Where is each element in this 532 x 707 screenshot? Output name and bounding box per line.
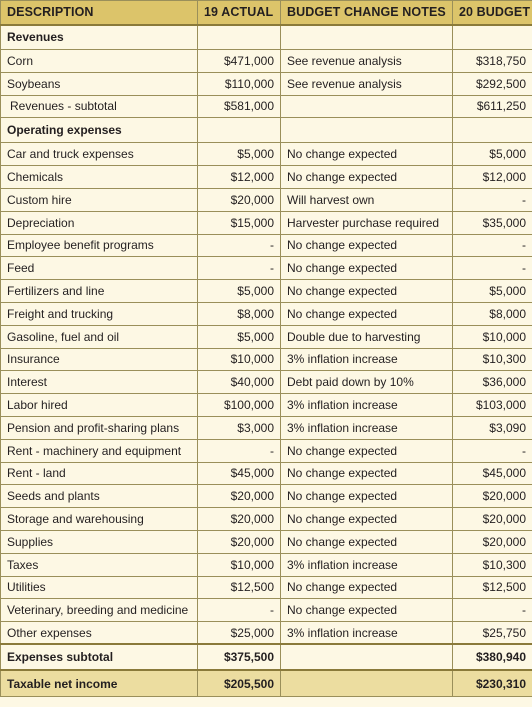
table-row	[1, 257, 532, 280]
table-row	[1, 166, 532, 189]
row-notes: No change expected	[281, 576, 453, 599]
row-actual: -	[198, 599, 281, 622]
table-row	[1, 599, 532, 622]
row-actual: $20,000	[198, 508, 281, 531]
row-description: Utilities	[1, 576, 198, 599]
table-row	[1, 485, 532, 508]
net-income-notes	[281, 670, 453, 696]
table-row	[1, 72, 532, 95]
row-description: Car and truck expenses	[1, 143, 198, 166]
row-notes: See revenue analysis	[281, 50, 453, 73]
row-budget: $5,000	[453, 143, 532, 166]
row-notes: No change expected	[281, 508, 453, 531]
row-notes: Harvester purchase required	[281, 211, 453, 234]
expenses-subtotal-notes	[281, 644, 453, 670]
row-actual: $3,000	[198, 416, 281, 439]
row-description: Seeds and plants	[1, 485, 198, 508]
row-notes: No change expected	[281, 439, 453, 462]
row-budget: $10,300	[453, 348, 532, 371]
row-notes: No change expected	[281, 280, 453, 303]
row-budget: -	[453, 439, 532, 462]
row-description: Soybeans	[1, 72, 198, 95]
table-row	[1, 439, 532, 462]
row-description: Taxes	[1, 553, 198, 576]
row-description: Labor hired	[1, 394, 198, 417]
net-income-budget: $230,310	[453, 670, 532, 696]
table-row	[1, 325, 532, 348]
table-row	[1, 302, 532, 325]
row-actual: $15,000	[198, 211, 281, 234]
row-description: Chemicals	[1, 166, 198, 189]
row-budget: -	[453, 234, 532, 257]
revenues-subtotal-budget: $611,250	[453, 95, 532, 118]
row-notes: See revenue analysis	[281, 72, 453, 95]
row-description: Corn	[1, 50, 198, 73]
row-notes: No change expected	[281, 302, 453, 325]
row-actual: $100,000	[198, 394, 281, 417]
row-notes: No change expected	[281, 485, 453, 508]
table-row	[1, 371, 532, 394]
row-budget: $8,000	[453, 302, 532, 325]
row-notes: 3% inflation increase	[281, 416, 453, 439]
row-budget: $5,000	[453, 280, 532, 303]
row-notes: 3% inflation increase	[281, 348, 453, 371]
row-description: Gasoline, fuel and oil	[1, 325, 198, 348]
row-notes: No change expected	[281, 530, 453, 553]
row-description: Supplies	[1, 530, 198, 553]
row-actual: $10,000	[198, 348, 281, 371]
row-notes: 3% inflation increase	[281, 553, 453, 576]
header-actual: 19 ACTUAL	[198, 1, 281, 25]
row-actual: $12,000	[198, 166, 281, 189]
row-budget: $318,750	[453, 50, 532, 73]
row-budget: $25,750	[453, 622, 532, 645]
row-budget: $35,000	[453, 211, 532, 234]
row-description: Custom hire	[1, 188, 198, 211]
expenses-subtotal-label: Expenses subtotal	[1, 644, 198, 670]
operating-heading: Operating expenses	[1, 118, 198, 143]
row-budget: $20,000	[453, 508, 532, 531]
table-row	[1, 416, 532, 439]
header-row	[1, 1, 532, 25]
header-notes: BUDGET CHANGE NOTES	[281, 1, 453, 25]
revenues-heading: Revenues	[1, 25, 198, 50]
row-description: Insurance	[1, 348, 198, 371]
row-actual: $25,000	[198, 622, 281, 645]
row-actual: $20,000	[198, 530, 281, 553]
row-notes: No change expected	[281, 462, 453, 485]
row-description: Storage and warehousing	[1, 508, 198, 531]
net-income-actual: $205,500	[198, 670, 281, 696]
row-notes: Double due to harvesting	[281, 325, 453, 348]
row-description: Depreciation	[1, 211, 198, 234]
row-notes: No change expected	[281, 143, 453, 166]
row-actual: $20,000	[198, 188, 281, 211]
row-description: Employee benefit programs	[1, 234, 198, 257]
revenues-subtotal-row	[1, 95, 532, 118]
table-row	[1, 348, 532, 371]
row-description: Fertilizers and line	[1, 280, 198, 303]
row-actual: -	[198, 257, 281, 280]
row-actual: $471,000	[198, 50, 281, 73]
table-row	[1, 211, 532, 234]
row-actual: $5,000	[198, 280, 281, 303]
row-actual: $5,000	[198, 325, 281, 348]
row-actual: $12,500	[198, 576, 281, 599]
row-actual: $8,000	[198, 302, 281, 325]
row-notes: Will harvest own	[281, 188, 453, 211]
row-description: Interest	[1, 371, 198, 394]
row-notes: 3% inflation increase	[281, 394, 453, 417]
row-budget: $45,000	[453, 462, 532, 485]
row-budget: -	[453, 257, 532, 280]
row-budget: $12,500	[453, 576, 532, 599]
table-row	[1, 143, 532, 166]
operating-heading-row	[1, 118, 532, 143]
row-budget: $12,000	[453, 166, 532, 189]
row-budget: $36,000	[453, 371, 532, 394]
table-row	[1, 280, 532, 303]
revenues-heading-row	[1, 25, 532, 50]
row-budget: -	[453, 188, 532, 211]
row-budget: $103,000	[453, 394, 532, 417]
row-actual: $10,000	[198, 553, 281, 576]
row-description: Freight and trucking	[1, 302, 198, 325]
table-row	[1, 234, 532, 257]
row-notes: No change expected	[281, 257, 453, 280]
row-actual: $20,000	[198, 485, 281, 508]
table-row	[1, 394, 532, 417]
revenues-subtotal-label: Revenues - subtotal	[1, 95, 198, 118]
row-actual: -	[198, 234, 281, 257]
row-actual: $40,000	[198, 371, 281, 394]
row-actual: $45,000	[198, 462, 281, 485]
row-budget: $10,300	[453, 553, 532, 576]
row-notes: No change expected	[281, 234, 453, 257]
table-row	[1, 462, 532, 485]
row-budget: $20,000	[453, 530, 532, 553]
row-notes: 3% inflation increase	[281, 622, 453, 645]
table-row	[1, 622, 532, 645]
table-row	[1, 576, 532, 599]
header-description: DESCRIPTION	[1, 1, 198, 25]
table-row	[1, 50, 532, 73]
net-income-label: Taxable net income	[1, 670, 198, 696]
row-budget: $10,000	[453, 325, 532, 348]
expenses-subtotal-budget: $380,940	[453, 644, 532, 670]
row-description: Other expenses	[1, 622, 198, 645]
table-row	[1, 508, 532, 531]
row-notes: Debt paid down by 10%	[281, 371, 453, 394]
header-budget: 20 BUDGET	[453, 1, 532, 25]
row-notes: No change expected	[281, 166, 453, 189]
row-description: Rent - machinery and equipment	[1, 439, 198, 462]
row-description: Veterinary, breeding and medicine	[1, 599, 198, 622]
row-notes: No change expected	[281, 599, 453, 622]
table-row	[1, 188, 532, 211]
expenses-subtotal-row	[1, 644, 532, 670]
row-description: Rent - land	[1, 462, 198, 485]
row-budget: $292,500	[453, 72, 532, 95]
row-budget: $3,090	[453, 416, 532, 439]
row-actual: $5,000	[198, 143, 281, 166]
row-budget: -	[453, 599, 532, 622]
row-description: Feed	[1, 257, 198, 280]
row-actual: $110,000	[198, 72, 281, 95]
net-income-row	[1, 670, 532, 696]
row-description: Pension and profit-sharing plans	[1, 416, 198, 439]
row-actual: -	[198, 439, 281, 462]
expenses-subtotal-actual: $375,500	[198, 644, 281, 670]
revenues-subtotal-notes	[281, 95, 453, 118]
row-budget: $20,000	[453, 485, 532, 508]
table-row	[1, 553, 532, 576]
table-row	[1, 530, 532, 553]
revenues-subtotal-actual: $581,000	[198, 95, 281, 118]
